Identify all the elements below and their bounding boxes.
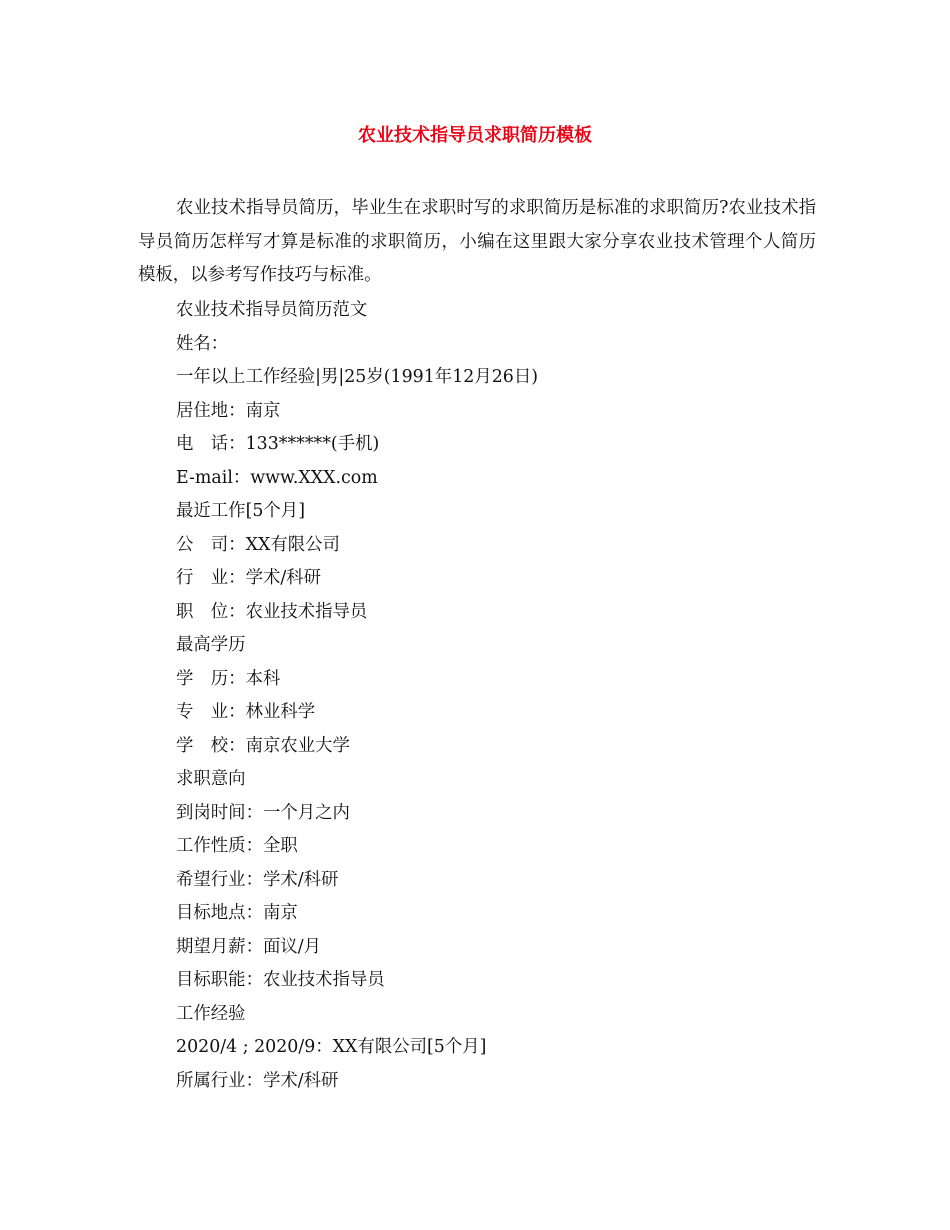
resume-line-salary: 期望月薪：面议/月: [176, 936, 321, 957]
resume-line-major: 专 业：林业科学: [176, 702, 316, 722]
resume-line-education-heading: 最高学历: [176, 635, 246, 655]
resume-line-desired-industry: 希望行业：学术/科研: [176, 869, 339, 890]
resume-line-phone: 电 话：133******(手机): [176, 434, 380, 454]
resume-line-experience-industry: 所属行业：学术/科研: [176, 1070, 339, 1091]
resume-line-intent-heading: 求职意向: [176, 769, 246, 789]
resume-line-target-location: 目标地点：南京: [176, 903, 298, 923]
resume-line-position: 职 位：农业技术指导员: [176, 601, 368, 622]
resume-line-summary: 一年以上工作经验|男|25岁(1991年12月26日): [176, 367, 539, 387]
resume-line-experience-entry: 2020/4 ; 2020/9：XX有限公司[5个月]: [176, 1037, 487, 1057]
resume-line-start-time: 到岗时间：一个月之内: [176, 802, 350, 823]
resume-line-target-function: 目标职能：农业技术指导员: [176, 970, 385, 990]
resume-line-sample-heading: 农业技术指导员简历范文: [176, 300, 368, 320]
intro-paragraph: 农业技术指导员简历，毕业生在求职时写的求职简历是标准的求职简历?农业技术指导员简历怎样写才算是标准的求职简历，小编在这里跟大家分享农业技术管理个人简历模板，以参考写作技巧与标准。: [138, 198, 816, 285]
resume-line-degree: 学 历：本科: [176, 668, 281, 689]
resume-line-residence: 居住地：南京: [176, 400, 281, 421]
resume-lines: [176, 294, 538, 1098]
document-title: 农业技术指导员求职简历模板: [358, 125, 592, 146]
resume-line-job-type: 工作性质：全职: [176, 836, 298, 856]
resume-line-email: E-mail：www.XXX.com: [176, 467, 378, 488]
resume-line-school: 学 校：南京农业大学: [176, 735, 350, 756]
resume-line-recent-work: 最近工作[5个月]: [176, 501, 305, 521]
resume-line-experience-heading: 工作经验: [176, 1003, 246, 1024]
resume-line-company: 公 司：XX有限公司: [176, 534, 340, 555]
resume-line-industry: 行 业：学术/科研: [176, 568, 321, 588]
resume-line-name: 姓名：: [176, 333, 229, 354]
